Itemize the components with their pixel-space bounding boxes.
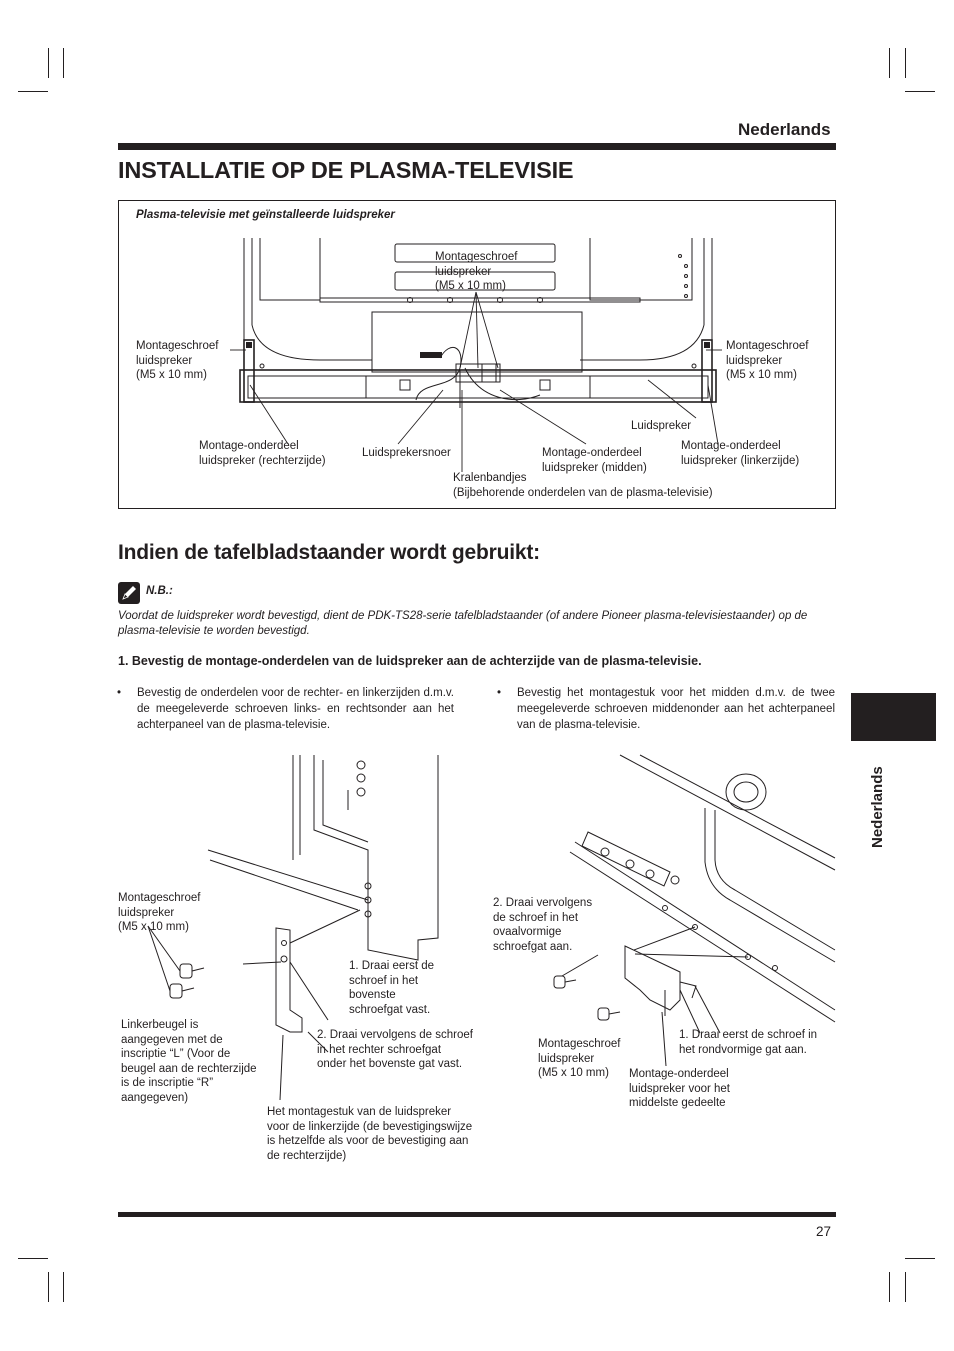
page-number: 27	[816, 1224, 832, 1239]
fig3-label-screw: Montageschroef luidspreker (M5 x 10 mm)	[538, 1038, 621, 1079]
label-cable: Luidsprekersnoer	[362, 447, 451, 459]
label-screw-left: Montageschroef luidspreker (M5 x 10 mm)	[136, 340, 219, 381]
header-rule	[118, 143, 836, 150]
fig2-label-bracket-note: Linkerbeugel is aangegeven met de inscriptie “L” (Voor de beugel aan de rechterzijde is de inscriptie “R” aangegeven)	[121, 1019, 257, 1104]
fig2-label-screw: Montageschroef luidspreker (M5 x 10 mm)	[118, 892, 201, 933]
fig3-label-step-second: 2. Draai vervolgens de schroef in het ovaalvormige schroefgat aan.	[493, 897, 593, 953]
section-heading: Indien de tafelbladstaander wordt gebruikt:	[118, 541, 540, 564]
language-tab	[851, 693, 936, 741]
label-speaker: Luidspreker	[631, 420, 692, 432]
note-label: N.B.:	[146, 585, 173, 597]
fig2-label-left-piece: Het montagestuk van de luidspreker voor de linkerzijde (de bevestigingswijze is hetzelfde als voor de bevestiging aan de rechterzijde)	[267, 1106, 473, 1162]
bullet-left: • Bevestig de onderdelen voor de rechter- en linkerzijden d.m.v. de meegeleverde schroeven links- en rechtsonder aan het achterpaneel van de plasma-televisie.	[137, 685, 454, 733]
label-screw-top: Montageschroef luidspreker (M5 x 10 mm)	[435, 251, 518, 292]
language-heading: Nederlands	[738, 120, 831, 139]
bullet-right: • Bevestig het montagestuk voor het midden d.m.v. de twee meegeleverde schroeven middenonder aan het achterpaneel van de plasma-televisie.	[517, 685, 835, 733]
fig3-label-step-first: 1. Draai eerst de schroef in het rondvormige gat aan.	[679, 1029, 818, 1056]
page-title: INSTALLATIE OP DE PLASMA-TELEVISIE	[118, 157, 574, 183]
footer-rule	[118, 1212, 836, 1217]
note-text: Voordat de luidspreker wordt bevestigd, dient de PDK-TS28-serie tafelbladstaander (of andere Pioneer plasma-televisiestaander) op de plasma-televisie te worden bevestigd.	[118, 610, 808, 637]
label-part-left-side: Montage-onderdeel luidspreker (linkerzijde)	[681, 440, 800, 467]
side-language-label: Nederlands	[869, 766, 886, 848]
fig3-label-middle-part: Montage-onderdeel luidspreker voor het middelste gedeelte	[629, 1068, 730, 1109]
note-pencil-icon	[118, 582, 140, 604]
fig2-label-step-first: 1. Draai eerst de schroef in het bovenste schroefgat vast.	[349, 960, 435, 1016]
label-screw-right: Montageschroef luidspreker (M5 x 10 mm)	[726, 340, 809, 381]
fig2-label-step-second: 2. Draai vervolgens de schroef in het rechter schroefgat onder het bovenste gat vast.	[317, 1029, 473, 1070]
label-part-right-side: Montage-onderdeel luidspreker (rechterzijde)	[199, 440, 326, 467]
label-bead-bands: Kralenbandjes (Bijbehorende onderdelen van de plasma-televisie)	[453, 472, 713, 499]
figure-caption: Plasma-televisie met geïnstalleerde luidspreker	[136, 209, 395, 221]
step-1-heading: 1. Bevestig de montage-onderdelen van de luidspreker aan de achterzijde van de plasma-televisie.	[118, 654, 702, 668]
label-part-middle: Montage-onderdeel luidspreker (midden)	[542, 447, 647, 474]
